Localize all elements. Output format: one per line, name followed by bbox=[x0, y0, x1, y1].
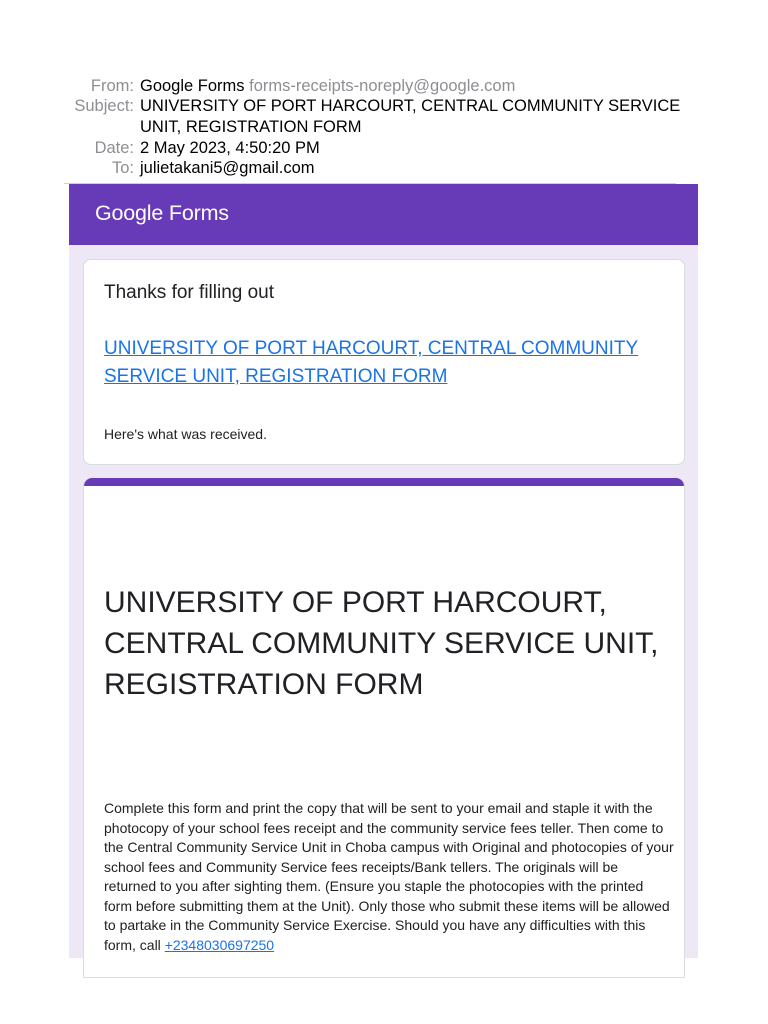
brand-forms: Forms bbox=[163, 201, 229, 225]
email-header bbox=[60, 76, 700, 178]
phone-link[interactable]: +2348030697250 bbox=[164, 936, 275, 953]
received-text: Here's what was received. bbox=[104, 426, 267, 442]
from-value bbox=[140, 76, 700, 96]
thanks-text: Thanks for filling out bbox=[104, 282, 275, 303]
to-row bbox=[60, 158, 700, 178]
subject-value: UNIVERSITY OF PORT HARCOURT, CENTRAL COMMUNITY SERVICE UNIT, REGISTRATION FORM bbox=[140, 97, 681, 136]
form-title: UNIVERSITY OF PORT HARCOURT, CENTRAL COMMUNITY SERVICE UNIT, REGISTRATION FORM bbox=[104, 586, 659, 701]
form-description-text: Complete this form and print the copy that will be sent to your email and staple it with the photocopy of your school fees receipt and the community service fees teller. Then come to the Central Community Service Unit in Choba campus with Original and photocopies of your school fees and Community Service fees receipts/Bank tellers. The originals will be returned to you after sighting them. (Ensure you staple the photocopies with the printed form before submitting them at the Unit). Only those who submit these items will be allowed to partake in the Community Service Exercise. Should you have any difficulties with this form, call bbox=[104, 800, 674, 953]
brand-google: Google bbox=[95, 201, 164, 225]
form-response-card bbox=[83, 478, 685, 978]
date-row bbox=[60, 138, 700, 158]
to-label: To: bbox=[111, 159, 134, 177]
form-description bbox=[104, 799, 674, 955]
subject-label: Subject: bbox=[74, 97, 134, 115]
google-forms-banner bbox=[69, 184, 698, 245]
google-forms-logo bbox=[95, 201, 229, 226]
from-row bbox=[60, 76, 700, 96]
date-label: Date: bbox=[94, 139, 134, 157]
subject-row bbox=[60, 96, 700, 138]
card-accent-bar bbox=[84, 478, 684, 486]
email-body-frame bbox=[69, 184, 698, 958]
date-value: 2 May 2023, 4:50:20 PM bbox=[140, 139, 320, 157]
sender-email[interactable]: forms-receipts-noreply@google.com bbox=[249, 77, 516, 95]
form-title-link[interactable]: UNIVERSITY OF PORT HARCOURT, CENTRAL COMMUNITY SERVICE UNIT, REGISTRATION FORM bbox=[104, 338, 639, 387]
confirmation-card bbox=[83, 259, 685, 465]
sender-name[interactable]: Google Forms bbox=[140, 77, 245, 95]
from-label: From: bbox=[90, 77, 134, 95]
to-value[interactable]: julietakani5@gmail.com bbox=[140, 159, 315, 177]
